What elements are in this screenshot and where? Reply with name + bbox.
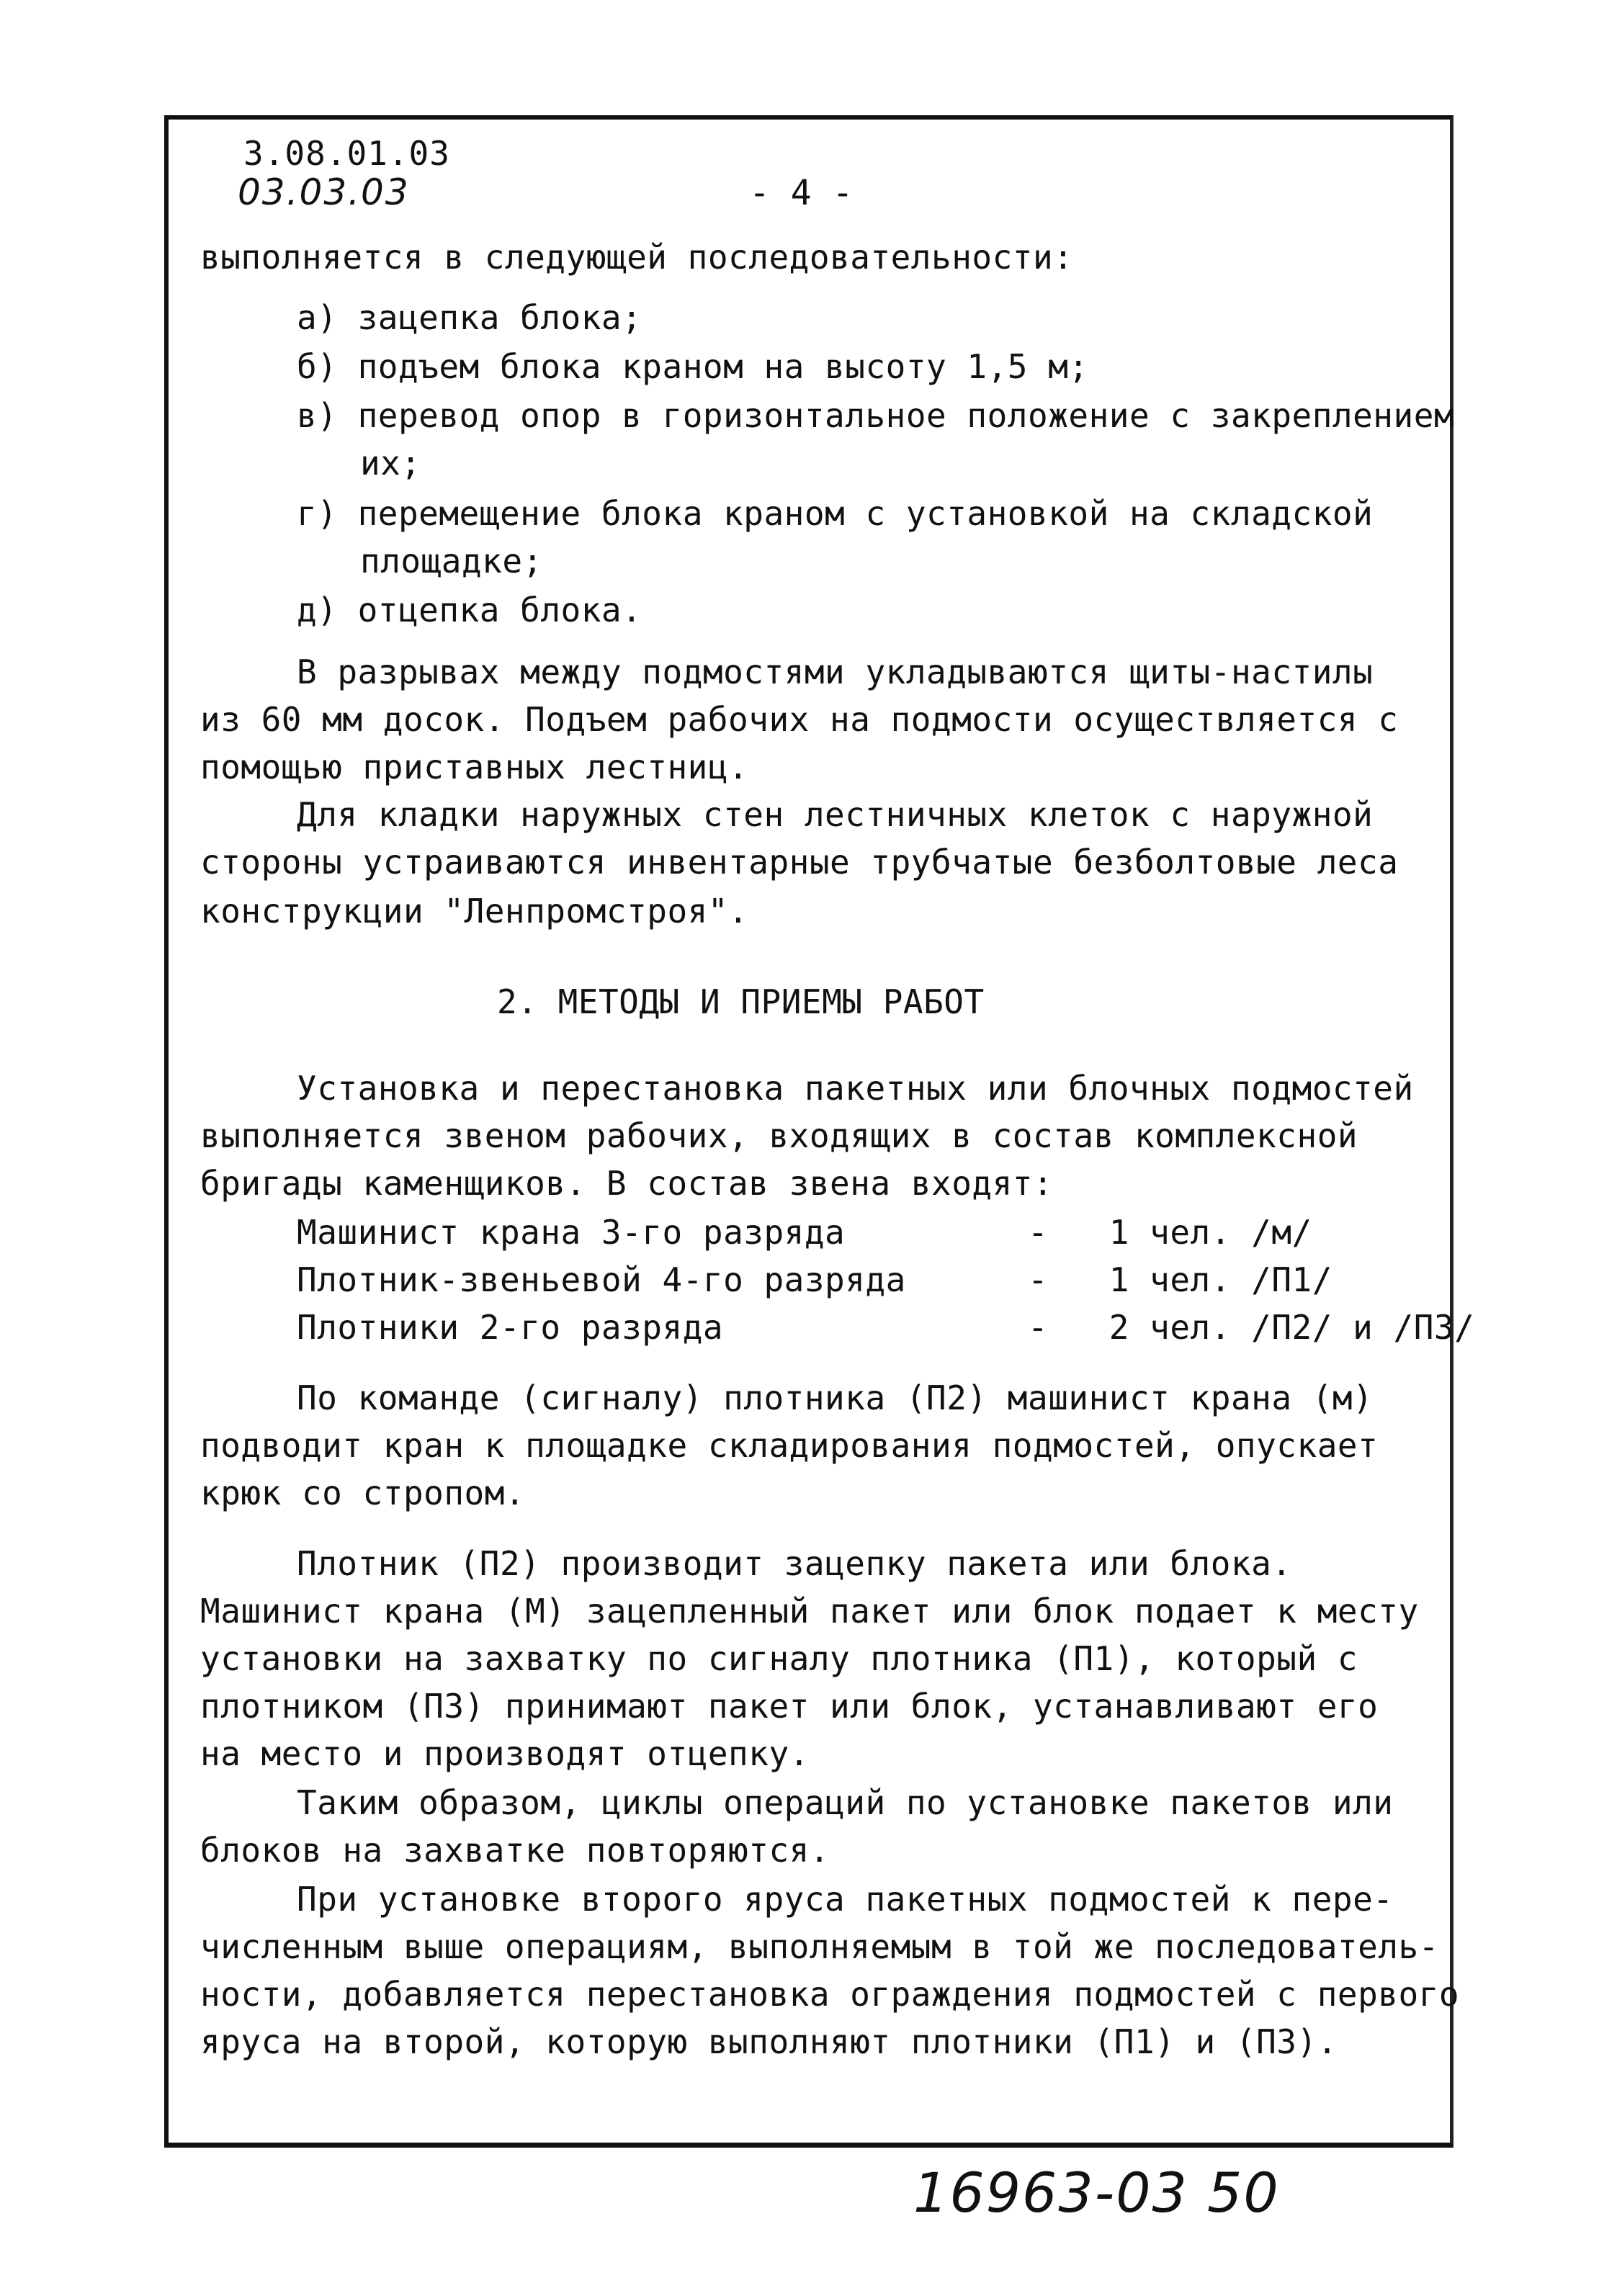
text-line: выполняется звеном рабочих, входящих в состав комплексной: [200, 1116, 1358, 1155]
list-item: площадке;: [360, 542, 543, 580]
text-line: Установка и перестановка пакетных или блочных подмостей: [297, 1069, 1414, 1108]
text-line: блоков на захватке повторяются.: [200, 1831, 830, 1870]
list-item: г) перемещение блока краном с установкой на складской: [297, 494, 1374, 533]
section-heading: 2. МЕТОДЫ И ПРИЕМЫ РАБОТ: [497, 982, 985, 1021]
text-line: помощью приставных лестниц.: [200, 748, 749, 786]
crew-row: Плотники 2-го разряда - 2 чел. /П2/ и /П3/: [297, 1308, 1475, 1347]
text-line: бригады каменщиков. В состав звена входят:: [200, 1164, 1054, 1203]
text-line: плотником (П3) принимают пакет или блок, устанавливают его: [200, 1687, 1379, 1726]
crew-row: Плотник-звеньевой 4-го разряда - 1 чел. /П1/: [297, 1260, 1332, 1299]
text-line: подводит кран к площадке складирования подмостей, опускает: [200, 1426, 1379, 1465]
list-item: а) зацепка блока;: [297, 298, 642, 337]
text-line: из 60 мм досок. Подъем рабочих на подмости осуществляется с: [200, 700, 1399, 739]
text-line: При установке второго яруса пакетных подмостей к пере-: [297, 1880, 1394, 1919]
text-line: яруса на второй, которую выполняют плотники (П1) и (П3).: [200, 2022, 1338, 2061]
text-line: установки на захватку по сигналу плотника (П1), который с: [200, 1639, 1358, 1678]
text-line: на место и производят отцепку.: [200, 1734, 810, 1773]
handwritten-date: 03.03.03: [238, 171, 410, 213]
list-item: д) отцепка блока.: [297, 591, 642, 629]
text-line: ности, добавляется перестановка ограждения подмостей с первого: [200, 1975, 1460, 2014]
text-line: Для кладки наружных стен лестничных клеток с наружной: [297, 795, 1374, 834]
list-item: их;: [360, 444, 421, 483]
text-line: Машинист крана (М) зацепленный пакет или блок подает к месту: [200, 1592, 1419, 1631]
text-line: Таким образом, циклы операций по установке пакетов или: [297, 1783, 1394, 1822]
page-number: - 4 -: [749, 173, 854, 213]
crew-row: Машинист крана 3-го разряда - 1 чел. /м/: [297, 1213, 1312, 1252]
text-line: выполняется в следующей последовательности:: [200, 238, 1074, 277]
text-line: конструкции "Ленпромстроя".: [200, 892, 749, 930]
text-line: крюк со стропом.: [200, 1474, 526, 1512]
text-line: По команде (сигналу) плотника (П2) машинист крана (м): [297, 1378, 1374, 1417]
text-line: численным выше операциям, выполняемым в той же последователь-: [200, 1927, 1439, 1966]
text-line: В разрывах между подмостями укладываются щиты-настилы: [297, 653, 1374, 691]
handwritten-number: 16963-03 50: [913, 2161, 1280, 2225]
list-item: б) подъем блока краном на высоту 1,5 м;: [297, 347, 1089, 386]
document-code: 3.08.01.03: [243, 134, 450, 173]
list-item: в) перевод опор в горизонтальное положение с закреплением: [297, 396, 1455, 435]
text-line: Плотник (П2) производит зацепку пакета или блока.: [297, 1544, 1292, 1583]
text-line: стороны устраиваются инвентарные трубчатые безболтовые леса: [200, 843, 1399, 882]
